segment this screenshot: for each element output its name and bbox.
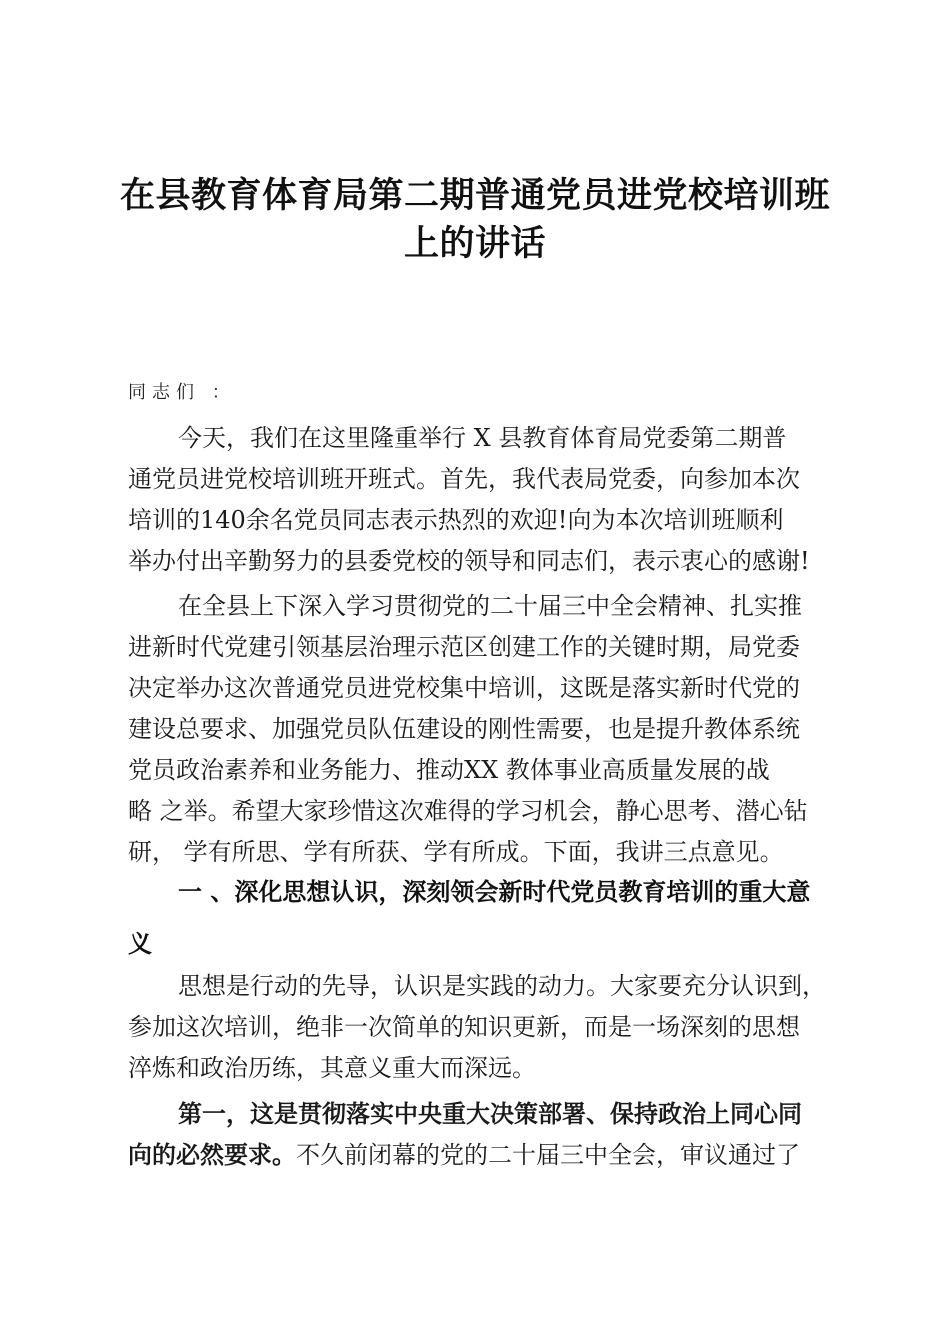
section-heading-1	[128, 866, 840, 970]
paragraph-line: 举办付出辛勤努力的县委党校的领导和同志们，表示衷心的感谢!	[128, 547, 810, 575]
paragraph-thinking	[128, 966, 840, 1089]
paragraph-line: 通党员进党校培训班开班式。首先，我代表局党委，向参加本次	[128, 465, 800, 493]
paragraph-line: 今天，我们在这里隆重举行 X 县教育体育局党委第二期普	[178, 424, 787, 452]
paragraph-line: 决定举办这次普通党员进党校集中培训，这既是落实新时代党的	[128, 674, 800, 702]
paragraph-line: 思想是行动的先导，认识是实践的动力。大家要充分认识到，	[178, 972, 826, 1000]
heading-line: 义	[128, 930, 152, 958]
paragraph-line	[128, 1135, 840, 1176]
paragraph-line: 培训的140余名党员同志表示热烈的欢迎!向为本次培训班顺利	[128, 506, 784, 534]
heading-line: 一 、深化思想认识，深刻领会新时代党员教育培训的重大意	[178, 878, 811, 906]
paragraph-line: 进新时代党建引领基层治理示范区创建工作的关键时期，局党委	[128, 633, 800, 661]
paragraph-first-point	[128, 1094, 840, 1176]
document-title	[100, 172, 850, 268]
paragraph-line: 党员政治素养和业务能力、推动XX 教体事业高质量发展的战	[128, 756, 770, 784]
title-line-1: 在县教育体育局第二期普通党员进党校培训班	[119, 176, 830, 216]
paragraph-line: 建设总要求、加强党员队伍建设的刚性需要，也是提升教体系统	[128, 715, 800, 743]
title-line-2: 上的讲话	[403, 224, 546, 264]
bold-lead-line: 第一，这是贯彻落实中央重大决策部署、保持政治上同心同	[178, 1100, 802, 1128]
paragraph-opening	[128, 418, 840, 582]
bold-lead-end: 向的必然要求。	[128, 1141, 296, 1169]
paragraph-context	[128, 586, 840, 873]
paragraph-line: 略 之举。希望大家珍惜这次难得的学习机会，静心思考、潜心钻	[128, 797, 808, 825]
paragraph-line: 在全县上下深入学习贯彻党的二十届三中全会精神、扎实推	[178, 592, 802, 620]
paragraph-line: 参加这次培训，绝非一次简单的知识更新，而是一场深刻的思想	[128, 1013, 800, 1041]
paragraph-line: 淬炼和政治历练，其意义重大而深远。	[128, 1054, 536, 1082]
paragraph-continuation: 不久前闭幕的党的二十届三中全会，审议通过了	[296, 1141, 800, 1169]
salutation: 同志们 ：	[128, 382, 236, 403]
paragraph-line: 研， 学有所思、学有所获、学有所成。下面，我讲三点意见。	[128, 838, 784, 866]
